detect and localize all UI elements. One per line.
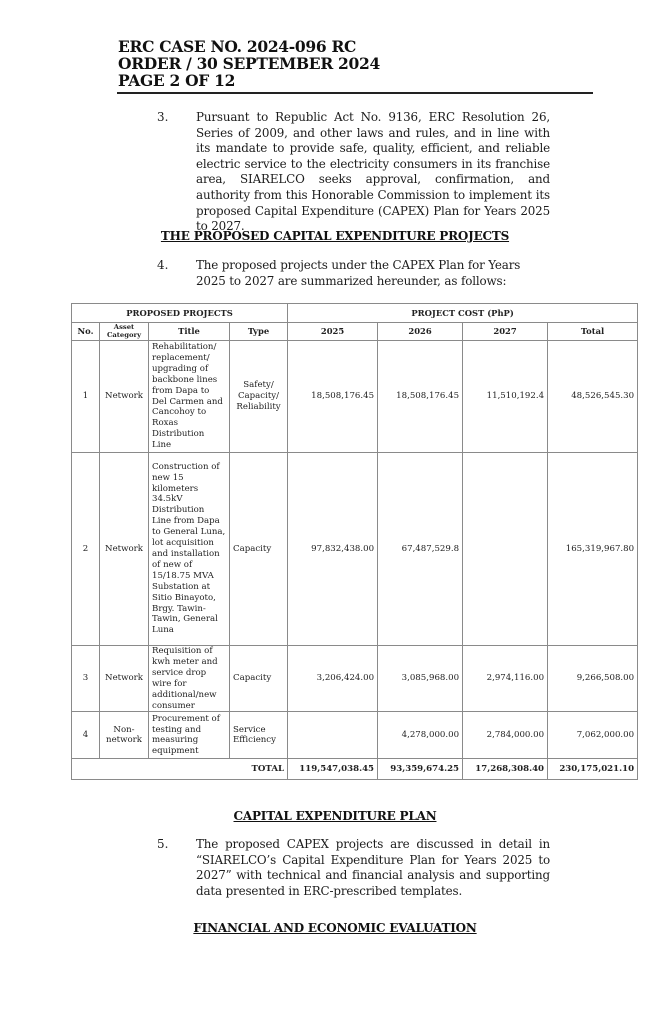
cell-title: Procurement of testing and measuring equipment <box>149 712 230 759</box>
col-header-type: Type <box>230 323 288 341</box>
total-label: TOTAL <box>72 759 288 780</box>
cell-2025: 18,508,176.45 <box>288 341 378 453</box>
col-header-2026: 2026 <box>378 323 463 341</box>
col-header-no: No. <box>72 323 100 341</box>
cell-no: 4 <box>72 712 100 759</box>
total-grand: 230,175,021.10 <box>548 759 638 780</box>
col-header-total: Total <box>548 323 638 341</box>
cell-total: 9,266,508.00 <box>548 646 638 712</box>
cell-asset-category: Non-network <box>100 712 149 759</box>
paragraph-number: 5. <box>157 837 169 851</box>
col-header-2025: 2025 <box>288 323 378 341</box>
order-date: ORDER / 30 SEPTEMBER 2024 <box>118 54 380 73</box>
case-number: ERC CASE NO. 2024-096 RC <box>118 37 357 56</box>
group-header-proposed-projects: PROPOSED PROJECTS <box>72 304 288 323</box>
table-row <box>72 712 638 759</box>
section-heading-financial-evaluation: FINANCIAL AND ECONOMIC EVALUATION <box>193 921 477 935</box>
total-2027: 17,268,308.40 <box>463 759 548 780</box>
cell-2026: 4,278,000.00 <box>378 712 463 759</box>
cell-no: 2 <box>72 453 100 646</box>
cell-2027: 2,974,116.00 <box>463 646 548 712</box>
cell-2027 <box>463 453 548 646</box>
cell-2026: 3,085,968.00 <box>378 646 463 712</box>
cell-asset-category: Network <box>100 341 149 453</box>
capex-projects-table <box>71 303 638 780</box>
document-header <box>118 38 380 89</box>
cell-2025: 3,206,424.00 <box>288 646 378 712</box>
section-heading-capex-plan: CAPITAL EXPENDITURE PLAN <box>233 809 437 823</box>
cell-2025 <box>288 712 378 759</box>
table-row <box>72 341 638 453</box>
paragraph-number: 3. <box>157 110 169 124</box>
cell-total: 48,526,545.30 <box>548 341 638 453</box>
paragraph-text: Pursuant to Republic Act No. 9136, ERC Resolution 26, Series of 2009, and other laws and rules, and in line with its mandate to provide safe, quality, efficient, and reliable electric service to the electricity consumers in its franchise area, SIARELCO seeks approval, confirmation, and authority from this Honorable Commission to implement its proposed Capital Expenditure (CAPEX) Plan for Years 2025 to 2027. <box>196 110 550 234</box>
cell-2026: 18,508,176.45 <box>378 341 463 453</box>
cell-2027: 2,784,000.00 <box>463 712 548 759</box>
cell-type: Capacity <box>230 646 288 712</box>
table-row <box>72 453 638 646</box>
cell-title: Requisition of kwh meter and service drop wire for additional/new consumer <box>149 646 230 712</box>
total-2025: 119,547,038.45 <box>288 759 378 780</box>
cell-total: 7,062,000.00 <box>548 712 638 759</box>
group-header-project-cost: PROJECT COST (PhP) <box>288 304 638 323</box>
total-row <box>72 759 638 780</box>
cell-type: Capacity <box>230 453 288 646</box>
paragraph-number: 4. <box>157 258 169 272</box>
cell-title: Construction of new 15 kilometers 34.5kV Distribution Line from Dapa to General Luna, lot acquisition and installation of new of 15/18.75 MVA Substation at Sitio Binayoto, Brgy. Tawin-Tawin, General Luna <box>149 453 230 646</box>
col-header-2027: 2027 <box>463 323 548 341</box>
page-number: PAGE 2 OF 12 <box>118 71 236 90</box>
cell-asset-category: Network <box>100 453 149 646</box>
column-header-row <box>72 323 638 341</box>
cell-total: 165,319,967.80 <box>548 453 638 646</box>
total-2026: 93,359,674.25 <box>378 759 463 780</box>
cell-no: 1 <box>72 341 100 453</box>
cell-type: Service Efficiency <box>230 712 288 759</box>
cell-type: Safety/ Capacity/ Reliability <box>230 341 288 453</box>
cell-asset-category: Network <box>100 646 149 712</box>
cell-2026: 67,487,529.8 <box>378 453 463 646</box>
cell-no: 3 <box>72 646 100 712</box>
cell-2025: 97,832,438.00 <box>288 453 378 646</box>
col-header-asset-category: Asset Category <box>100 323 149 341</box>
paragraph-text: The proposed projects under the CAPEX Plan for Years 2025 to 2027 are summarized hereunder, as follows: <box>196 258 521 288</box>
paragraph-text: The proposed CAPEX projects are discussed in detail in “SIARELCO’s Capital Expenditure Plan for Years 2025 to 2027” with technical and financial analysis and supporting data presented in ERC-prescribed templates. <box>196 837 550 898</box>
cell-title: Rehabilitation/ replacement/ upgrading of backbone lines from Dapa to Del Carmen and Cancohoy to Roxas Distribution Line <box>149 341 230 453</box>
section-heading-proposed-projects: THE PROPOSED CAPITAL EXPENDITURE PROJECTS <box>160 229 510 243</box>
table-row <box>72 646 638 712</box>
col-header-title: Title <box>149 323 230 341</box>
cell-2027: 11,510,192.4 <box>463 341 548 453</box>
header-rule <box>117 92 593 94</box>
group-header-row <box>72 304 638 323</box>
